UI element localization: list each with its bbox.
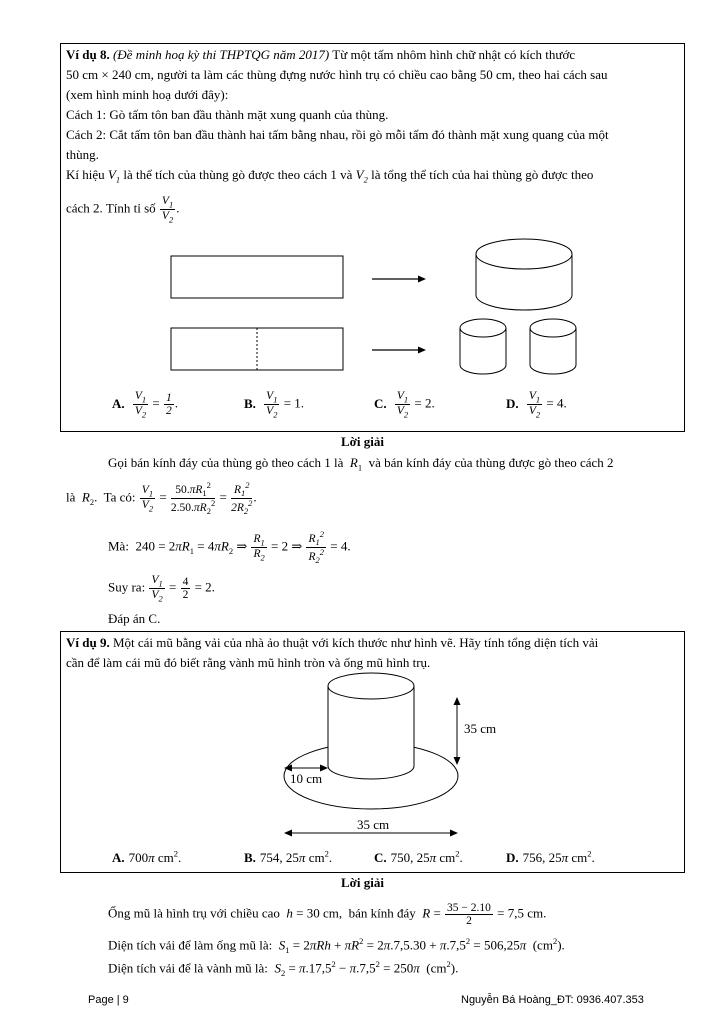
- ratio-fraction: $\frac{V_1}{V_2}$: [161, 195, 174, 225]
- ex8-ask-text: cách 2. Tính tỉ số: [66, 200, 156, 216]
- dim-diameter-label: 35 cm: [357, 817, 390, 832]
- ex9-text2: cần để làm cái mũ đó biết rằng vành mũ hình tròn và ống mũ hình trụ.: [66, 655, 431, 670]
- ex8-sol1: Gọi bán kính đáy của thùng gò theo cách 1 là $R_1$ và bán kính đáy của thùng được gò theo cách 2: [108, 455, 614, 473]
- ex8-sol3: Mà: $240 = 2\pi R_1 = 4\pi R_2$ ⇒ $\frac{R_1}{R_2}$ = 2 ⇒ $\frac{R_1^2}{R_2^2}$ = 4.: [108, 529, 351, 566]
- author-info: Nguyễn Bá Hoàng_ĐT: 0936.407.353: [461, 994, 644, 1006]
- dim-brim-label: 10 cm: [290, 771, 323, 786]
- ex9-sol1: Ống mũ là hình trụ với chiều cao h = 30 cm, bán kính đáy R = $\frac{35 - 2.10}{2}$ = 7,5 cm.: [108, 902, 547, 928]
- ex9-sol3: Diện tích vải để là vành mũ là: $S_2 = \pi.17,5^2 - \pi.7,5^2 = 250\pi$ $(cm^2)$.: [108, 959, 459, 978]
- ex9-sol2: Diện tích vải để làm ống mũ là: $S_1 = 2\pi Rh + \pi R^2 = 2\pi.7,5.30 + \pi.7,5^2 = 506,25\pi$ $(cm^2)$.: [108, 936, 565, 955]
- ex8-way2a: Cách 2: Cắt tấm tôn ban đầu thành hai tấm bằng nhau, rồi gò mỗi tấm đó thành mặt xung quang của một: [66, 127, 609, 142]
- ex8-notation-c: là tổng thể tích của hai thùng gò được theo: [371, 167, 594, 182]
- ex8-way1: Cách 1: Gò tấm tôn ban đầu thành mặt xung quanh của thùng.: [66, 107, 389, 122]
- v2-symbol: $V_2$: [355, 167, 368, 185]
- ex8-option-c[interactable]: C. $\frac{V_1}{V_2}$ = 2.: [374, 390, 435, 420]
- ex8-sol2: là $R_2$. Ta có: $\frac{V_1}{V_2}$ = $\frac{50.\pi R_1^2}{2.50.\pi R_2^2}$ = $\frac{R_1^2}{2R_2^2}$ .: [66, 480, 257, 517]
- ex9-text1: Một cái mũ bằng vải của nhà ảo thuật với kích thước như hình vẽ. Hãy tính tổng diện tích vải: [112, 635, 599, 650]
- ex8-line3: (xem hình minh hoạ dưới đây):: [66, 87, 229, 102]
- ex8-notation-a: Kí hiệu: [66, 167, 105, 182]
- ex9-solution-title: Lời giải: [341, 875, 384, 890]
- ex9-option-a[interactable]: A. 700π $cm^2$.: [112, 849, 182, 866]
- ex8-notation-b: là thể tích của thùng gò được theo cách 1 và: [123, 167, 353, 182]
- ex8-ask: cách 2. Tính tỉ số $\frac{V_1}{V_2}$ .: [66, 195, 180, 225]
- dim-height-label: 35 cm: [464, 721, 497, 736]
- ex8-option-b[interactable]: B. $\frac{V_1}{V_2}$ = 1.: [244, 390, 305, 420]
- ex8-line2: 50 cm × 240 cm, người ta làm các thùng đựng nước hình trụ có chiều cao bằng 50 cm, theo hai cách sau: [66, 67, 608, 82]
- ex8-intro: Từ một tấm nhôm hình chữ nhật có kích thước: [332, 47, 576, 62]
- ex8-option-a[interactable]: A. $\frac{V_1}{V_2}$ = $\frac{1}{2}$ .: [112, 390, 179, 420]
- ex9-option-b[interactable]: B. 754, 25π $cm^2$.: [244, 849, 333, 866]
- hat-cylinder-body: [328, 686, 414, 779]
- ex8-option-d[interactable]: D. $\frac{V_1}{V_2}$ = 4.: [506, 390, 567, 420]
- ex8-source: (Đề minh hoạ kỳ thi THPTQG năm 2017): [112, 47, 330, 62]
- ex9-option-d[interactable]: D. 756, 25π $cm^2$.: [506, 849, 595, 866]
- page-number: Page | 9: [88, 994, 129, 1006]
- ex8-answer: Đáp án C.: [108, 611, 161, 626]
- hat-cylinder-top: [328, 673, 414, 699]
- ex8-sol4: Suy ra: $\frac{V_1}{V_2}$ = $\frac{4}{2}$ = 2.: [108, 574, 215, 604]
- ex8-title: Ví dụ 8.: [66, 47, 110, 62]
- v1-symbol: $V_1$: [107, 167, 121, 185]
- ex8-solution-title: Lời giải: [341, 434, 384, 449]
- ex9-title: Ví dụ 9.: [66, 635, 110, 650]
- ex9-option-c[interactable]: C. 750, 25π $cm^2$.: [374, 849, 463, 866]
- ex8-way2b: thùng.: [66, 147, 99, 162]
